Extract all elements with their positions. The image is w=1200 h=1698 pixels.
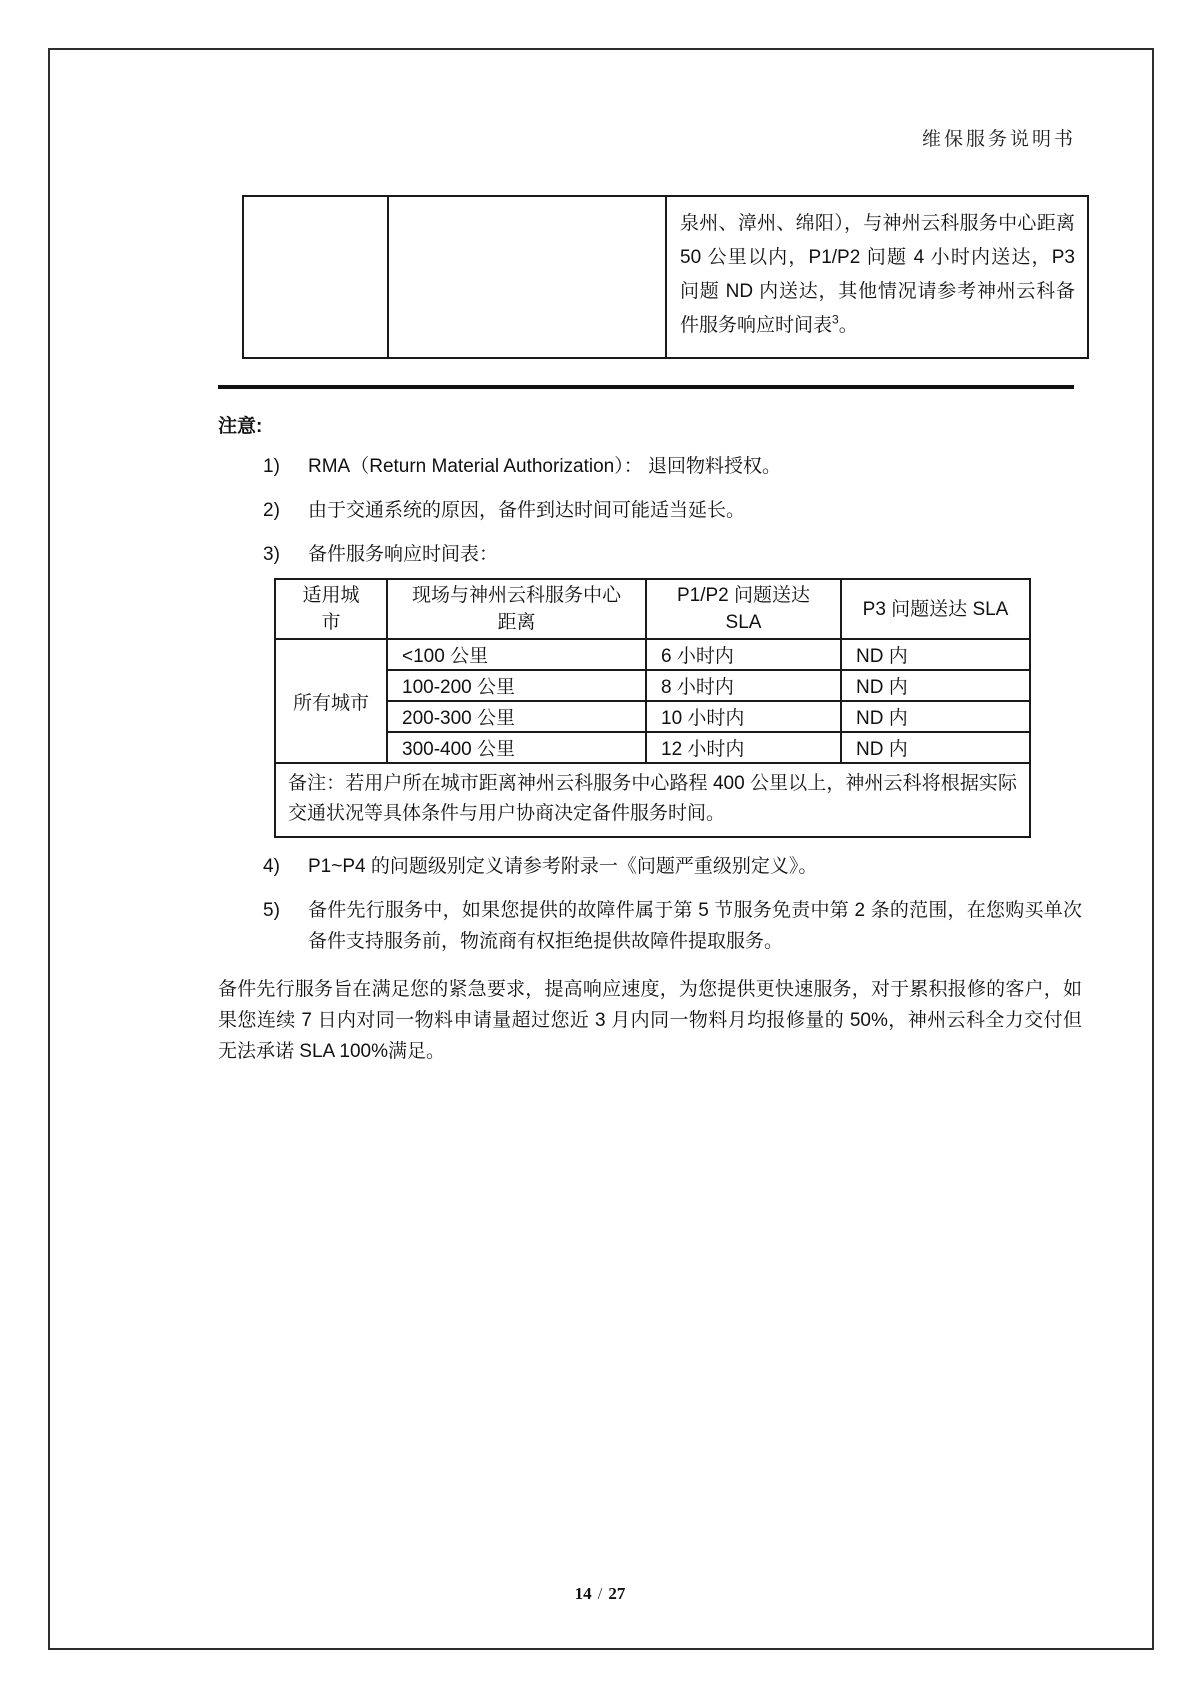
note-number: 5) [263, 900, 280, 921]
closing-paragraph: 备件先行服务旨在满足您的紧急要求，提高响应速度，为您提供更快速服务，对于累积报修的客户，如果您连续 7 日内对同一物料申请量超过您近 3 月内同一物料月均报修量的 50%，神州云科全力交付但无法承诺 SLA 100%满足。 [218, 979, 1082, 1062]
p3-sla-cell: ND 内 [841, 670, 1030, 701]
table-row [243, 196, 1088, 358]
note-item-4 [218, 851, 1082, 882]
note-text: P1~P4 的问题级别定义请参考附录一《问题严重级别定义》。 [308, 856, 818, 877]
p3-sla-cell: ND 内 [841, 701, 1030, 732]
note-text: RMA（Return Material Authorization）： 退回物料授权。 [308, 456, 782, 477]
p1p2-sla-cell: 8 小时内 [646, 670, 841, 701]
p3-sla-cell: ND 内 [841, 732, 1030, 763]
continued-table-fragment [242, 195, 1089, 359]
note-number: 1) [263, 456, 280, 477]
note-item-3 [218, 539, 1082, 570]
note-item-1 [218, 451, 1082, 482]
distance-cell: 100-200 公里 [387, 670, 646, 701]
p3-sla-cell: ND 内 [841, 639, 1030, 670]
distance-cell: 200-300 公里 [387, 701, 646, 732]
notes-heading: 注意: [218, 416, 263, 437]
distance-cell: <100 公里 [387, 639, 646, 670]
p1p2-sla-cell: 12 小时内 [646, 732, 841, 763]
city-group-cell: 所有城市 [275, 639, 387, 763]
empty-cell-2 [388, 196, 666, 358]
note-number: 4) [263, 856, 280, 877]
note-text: 备件先行服务中，如果您提供的故障件属于第 5 节服务免责中第 2 条的范围，在您购买单次备件支持服务前，物流商有权拒绝提供故障件提取服务。 [308, 900, 1082, 952]
header-p3-sla: P3 问题送达 SLA [841, 579, 1030, 639]
note-text: 备件服务响应时间表： [308, 544, 499, 565]
header-distance: 现场与神州云科服务中心距离 [387, 579, 646, 639]
service-detail-text: 泉州、漳州、绵阳），与神州云科服务中心距离 50 公里以内，P1/P2 问题 4 小时内送达，P3 问题 ND 内送达，其他情况请参考神州云科备件服务响应时间表 [680, 213, 1075, 336]
table-remark-cell: 备注：若用户所在城市距离神州云科服务中心路程 400 公里以上，神州云科将根据实际交通状况等具体条件与用户协商决定备件服务时间。 [275, 763, 1030, 837]
p1p2-sla-cell: 6 小时内 [646, 639, 841, 670]
table-row [275, 732, 1030, 763]
table-row [275, 701, 1030, 732]
table-header-row [275, 579, 1030, 639]
sentence-period: 。 [838, 315, 858, 336]
total-page-count: 27 [608, 1584, 626, 1603]
note-number: 2) [263, 500, 280, 521]
table-note-row [275, 763, 1030, 837]
note-number: 3) [263, 544, 280, 565]
page-content [218, 124, 1082, 1067]
sla-response-time-table [274, 578, 1031, 838]
table-row [275, 639, 1030, 670]
page-number-separator: / [597, 1584, 603, 1603]
header-p1p2-sla: P1/P2 问题送达 SLA [646, 579, 841, 639]
document-header-title: 维保服务说明书 [921, 129, 1076, 150]
p1p2-sla-cell: 10 小时内 [646, 701, 841, 732]
distance-cell: 300-400 公里 [387, 732, 646, 763]
table-row [275, 670, 1030, 701]
service-detail-cell [666, 196, 1088, 358]
header-applicable-city: 适用城市 [275, 579, 387, 639]
current-page-number: 14 [574, 1584, 592, 1603]
note-item-5 [218, 895, 1082, 957]
footnote-ref-3: 3 [832, 312, 839, 327]
empty-cell-1 [243, 196, 388, 358]
page-footer [0, 1584, 1200, 1604]
note-text: 由于交通系统的原因，备件到达时间可能适当延长。 [308, 500, 746, 521]
page-border-frame [48, 48, 1154, 1650]
note-item-2 [218, 495, 1082, 526]
section-divider-rule [218, 385, 1074, 389]
